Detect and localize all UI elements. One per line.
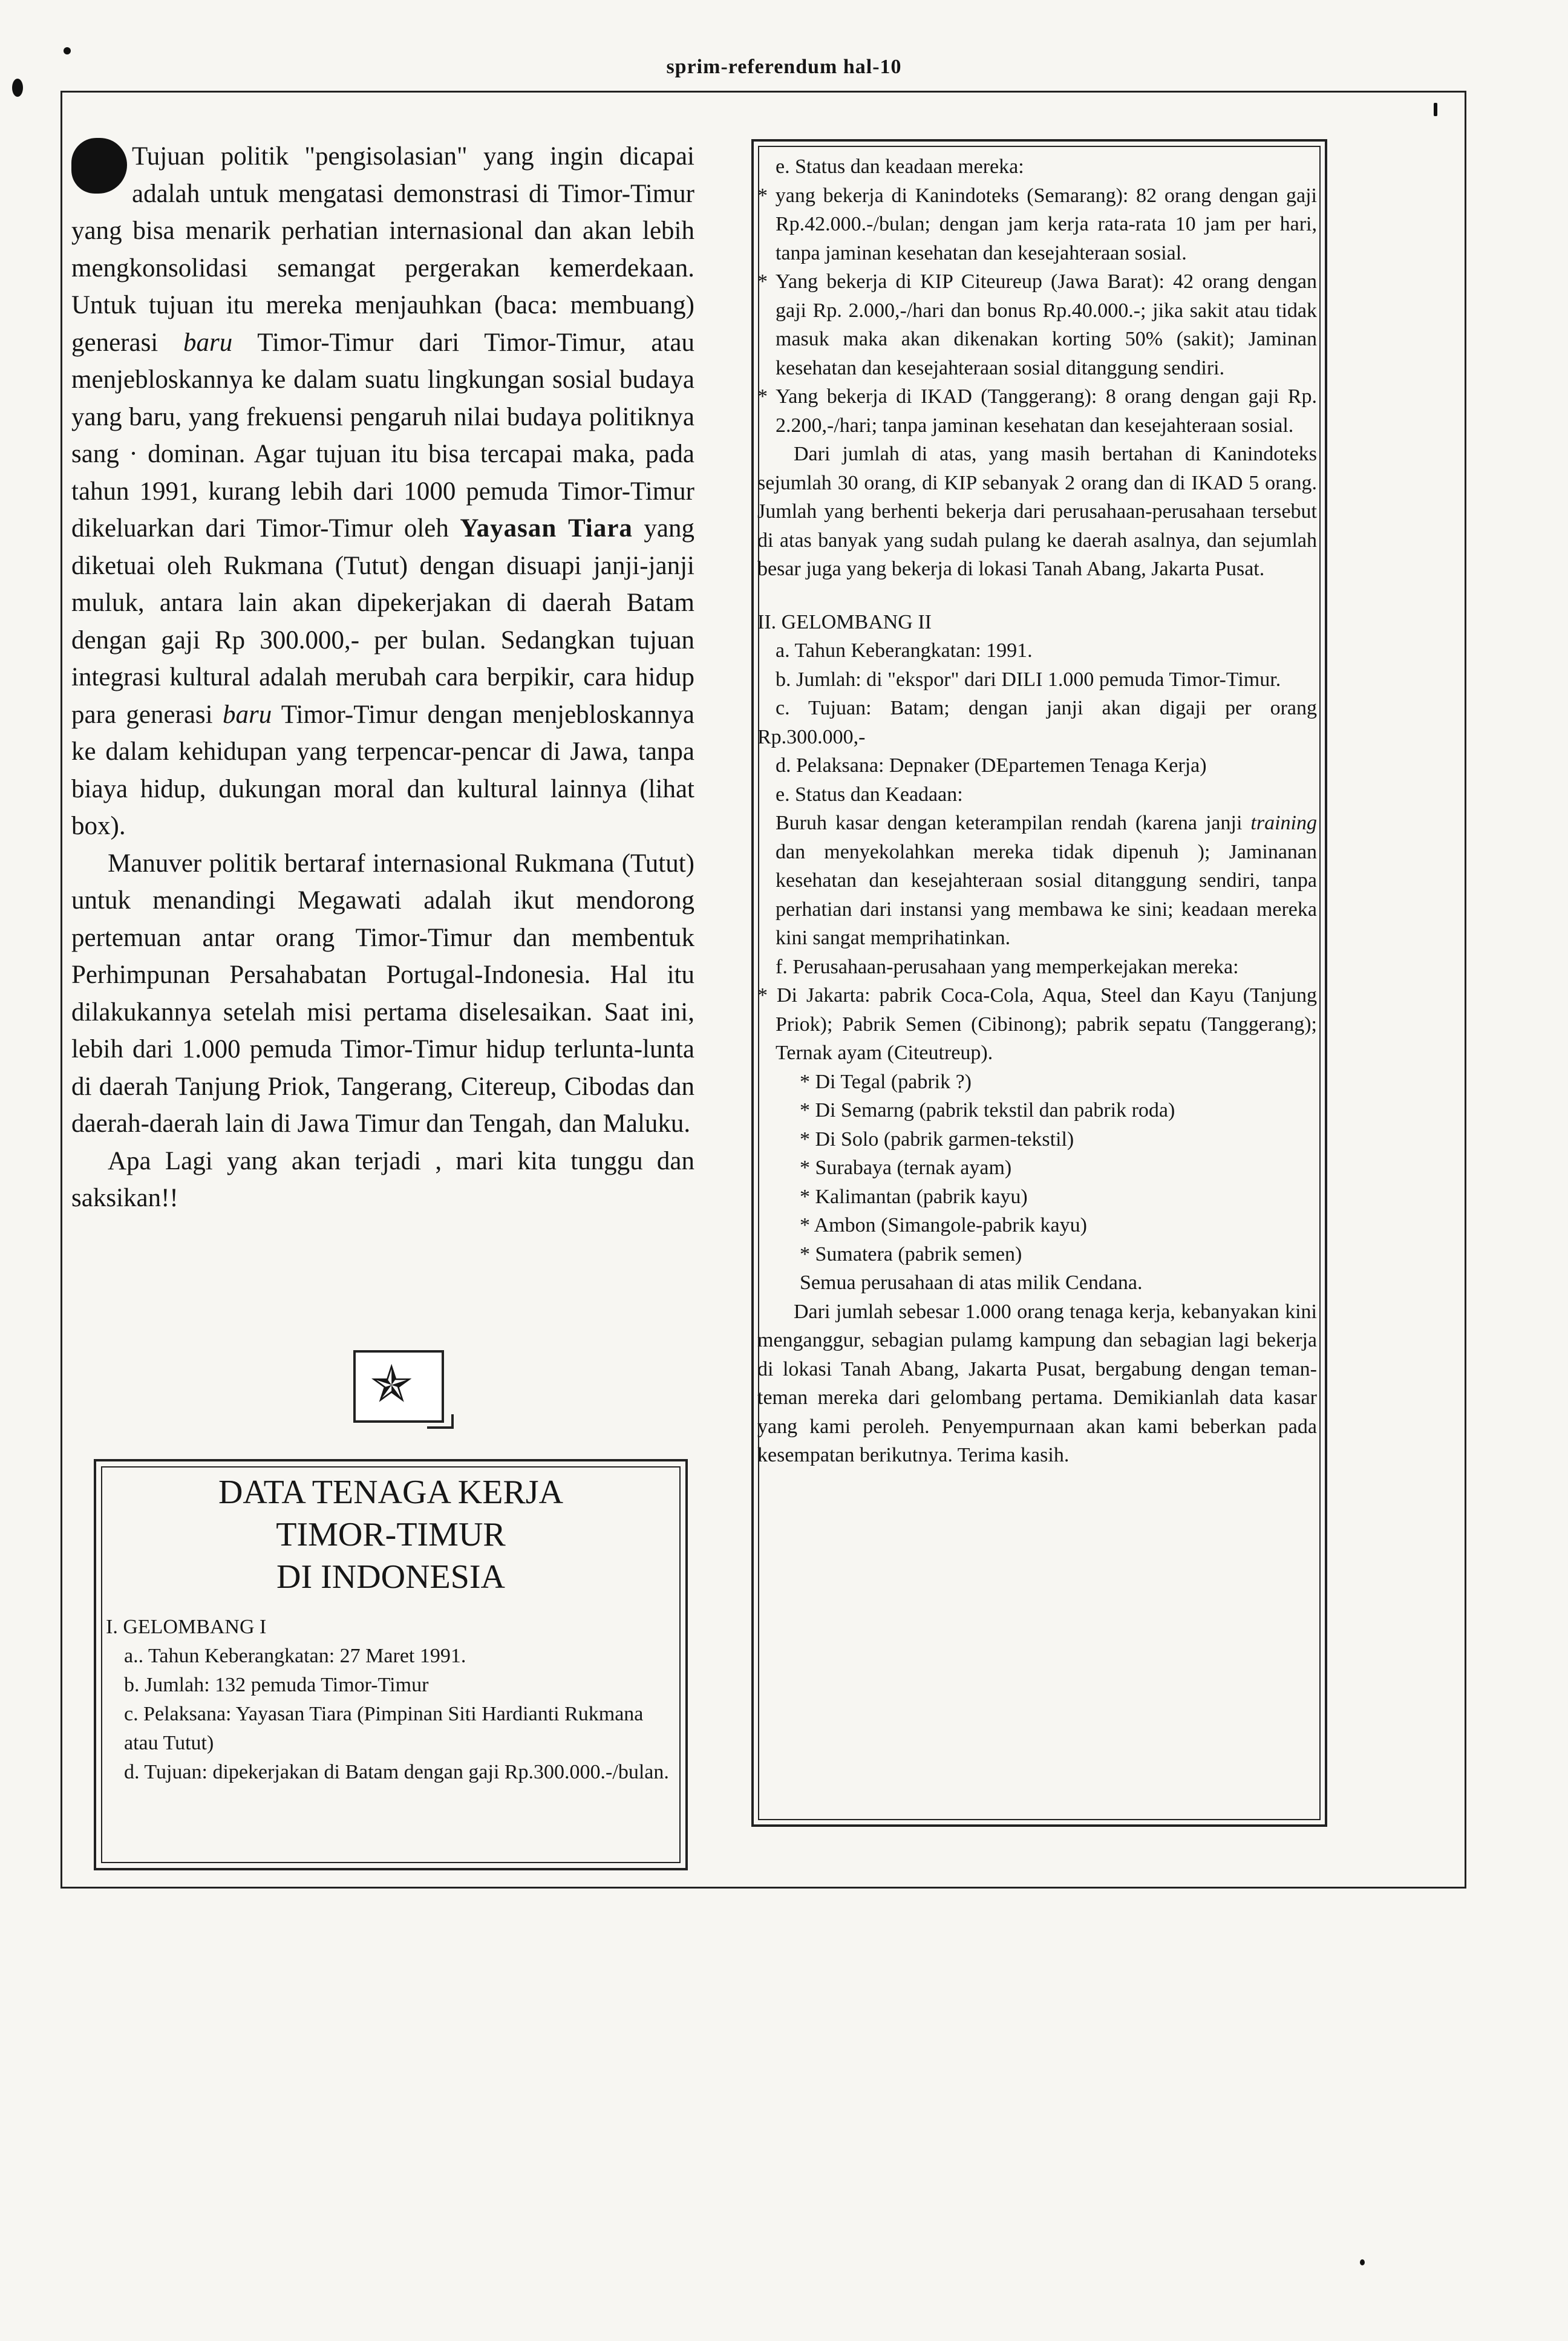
spacer [757, 584, 1317, 608]
list-item: * Yang bekerja di KIP Citeureup (Jawa Barat): 42 orang dengan gaji Rp. 2.000,-/hari dan bonus Rp.40.000.-; jika sakit atau tidak masuk maka akan dikenakan korting 50% (sakit); Jaminan kesehatan dan kesejahteraan sosial ditanggung sendiri. [757, 270, 1317, 379]
data-box-title-line: DATA TENAGA KERJA [218, 1474, 564, 1511]
section-heading: II. GELOMBANG II [757, 610, 932, 633]
list-item: a. Tahun Keberangkatan: 1991. [776, 639, 1033, 662]
list-item: c. Tujuan: Batam; dengan janji akan digaji per orang Rp.300.000,- [757, 697, 1317, 748]
closing-paragraph: Dari jumlah sebesar 1.000 orang tenaga kerja, kebanyakan kini menganggur, sebagian pulamg kampung dan sebagian lagi bekerja di lokasi Tanah Abang, Jakarta Pusat, bergabung dengan teman-teman mereka dari gelombang pertama. Demikianlah data kasar yang kami peroleh. Penyempurnaan akan kami beberkan pada kesempatan berikutnya. Terima kasih. [757, 1300, 1317, 1466]
star-emblem-icon [353, 1350, 444, 1423]
list-item: * Di Solo (pabrik garmen-tekstil) [800, 1128, 1074, 1151]
article-paragraph-3: Apa Lagi yang akan terjadi , mari kita tunggu dan saksikan!! [71, 1146, 694, 1212]
paragraph: Semua perusahaan di atas milik Cendana. [800, 1272, 1143, 1294]
status-heading: e. Status dan keadaan mereka: [776, 155, 1024, 178]
list-item: * Di Jakarta: pabrik Coca-Cola, Aqua, Steel dan Kayu (Tanjung Priok); Pabrik Semen (Cibinong); pabrik sepatu (Tanggerang); Ternak ayam (Citeutreup). [757, 984, 1317, 1064]
emblem-shadow [427, 1414, 454, 1429]
list-item: * Ambon (Simangole-pabrik kayu) [800, 1214, 1087, 1236]
list-item: * yang bekerja di Kanindoteks (Semarang): 82 orang dengan gaji Rp.42.000.-/bulan; dengan jam kerja rata-rata 10 jam per hari, tanpa jaminan kesehatan dan kesejahteraan sosial. [757, 184, 1317, 264]
scan-speck [12, 79, 23, 97]
data-box [94, 1459, 688, 1870]
scan-speck [64, 47, 71, 54]
article-paragraph-2: Manuver politik bertaraf internasional Rukmana (Tutut) untuk menandingi Megawati adalah ikut mendorong pertemuan antar orang Timor-Timur dan membentuk Perhimpunan Persahabatan Portugal-Indonesia. Hal itu dilakukannya setelah misi pertama diselesaikan. Saat ini, lebih dari 1.000 pemuda Timor-Timur hidup terlunta-lunta di daerah Tanjung Priok, Tangerang, Citereup, Cibodas dan daerah-daerah lain di Jawa Timur dan Tengah, dan Maluku. [71, 849, 694, 1138]
paragraph: Dari jumlah di atas, yang masih bertahan di Kanindoteks sejumlah 30 orang, di KIP sebanyak 2 orang dan di IKAD 5 orang. Jumlah yang berhenti bekerja dari perusahaan-perusahaan tersebut di atas banyak yang sudah pulang ke daerah asalnya, dan sejumlah besar juga yang bekerja di lokasi Tanah Abang, Jakarta Pusat. [757, 443, 1317, 580]
list-item: * Yang bekerja di IKAD (Tanggerang): 8 orang dengan gaji Rp. 2.200,-/hari; tanpa jaminan kesehatan dan kesejahteraan sosial. [757, 385, 1317, 437]
list-item: * Surabaya (ternak ayam) [800, 1157, 1012, 1179]
status-paragraph: Buruh kasar dengan keterampilan rendah (karena janji training dan menyekolahkan mereka tidak dipenuh ); Jaminanan kesehatan dan kesejahteraan sosial ditanggung sendiri, tanpa perhatian dari instansi yang membawa ke sini; keadaan mereka kini sangat memprihatinkan. [776, 812, 1317, 949]
list-item: * Kalimantan (pabrik kayu) [800, 1185, 1028, 1208]
list-item: a.. Tahun Keberangkatan: 27 Maret 1991. [124, 1645, 466, 1667]
page-header: sprim-referendum hal-10 [666, 56, 902, 78]
data-box-title-line: DI INDONESIA [276, 1558, 505, 1596]
scan-speck [1360, 2259, 1365, 2265]
list-item: b. Jumlah: di "ekspor" dari DILI 1.000 pemuda Timor-Timur. [776, 668, 1281, 691]
list-item: b. Jumlah: 132 pemuda Timor-Timur [124, 1674, 429, 1696]
ink-blot [71, 138, 127, 194]
article-paragraph-1: Tujuan politik "pengisolasian" yang ingin dicapai adalah untuk mengatasi demonstrasi di Timor-Timur yang bisa menarik perhatian internasional dan akan lebih mengkonsolidasi semangat pergerakan kemerdekaan. Untuk tujuan itu mereka menjauhkan (baca: membuang) generasi baru Timor-Timur dari Timor-Timur, atau menjebloskannya ke dalam suatu lingkungan sosial budaya yang baru, yang frekuensi pengaruh nilai budaya politiknya sang · dominan. Agar tujuan itu bisa tercapai maka, pada tahun 1991, kurang lebih dari 1000 pemuda Timor-Timur dikeluarkan dari Timor-Timur oleh Yayasan Tiara yang diketuai oleh Rukmana (Tutut) dengan disuapi janji-janji muluk, antara lain akan dipekerjakan di daerah Batam dengan gaji Rp 300.000,- per bulan. Sedangkan tujuan integrasi kultural adalah merubah cara berpikir, cara hidup para generasi baru Timor-Timur dengan menjebloskannya ke dalam kehidupan yang terpencar-pencar di Jawa, tanpa biaya hidup, dukungan moral dan kultural lainnya (lihat box). [71, 138, 694, 845]
list-item: c. Pelaksana: Yayasan Tiara (Pimpinan Siti Hardianti Rukmana atau Tutut) [124, 1703, 644, 1754]
companies-heading: f. Perusahaan-perusahaan yang memperkejakan mereka: [776, 955, 1239, 978]
data-box-title [96, 1471, 685, 1598]
list-item: e. Status dan Keadaan: [776, 783, 963, 806]
list-item: d. Tujuan: dipekerjakan di Batam dengan gaji Rp.300.000.-/bulan. [124, 1761, 669, 1783]
data-box-list [106, 1613, 675, 1787]
right-column-text [757, 152, 1317, 1470]
list-item: * Di Tegal (pabrik ?) [800, 1070, 972, 1093]
article-left-column [71, 138, 694, 1217]
section-heading: I. GELOMBANG I [106, 1616, 267, 1638]
star-icon: ✯ [370, 1357, 413, 1413]
data-box-title-line: TIMOR-TIMUR [276, 1516, 506, 1553]
list-item: * Sumatera (pabrik semen) [800, 1242, 1022, 1265]
list-item: * Di Semarng (pabrik tekstil dan pabrik roda) [800, 1099, 1175, 1122]
list-item: d. Pelaksana: Depnaker (DEpartemen Tenaga Kerja) [776, 754, 1207, 777]
